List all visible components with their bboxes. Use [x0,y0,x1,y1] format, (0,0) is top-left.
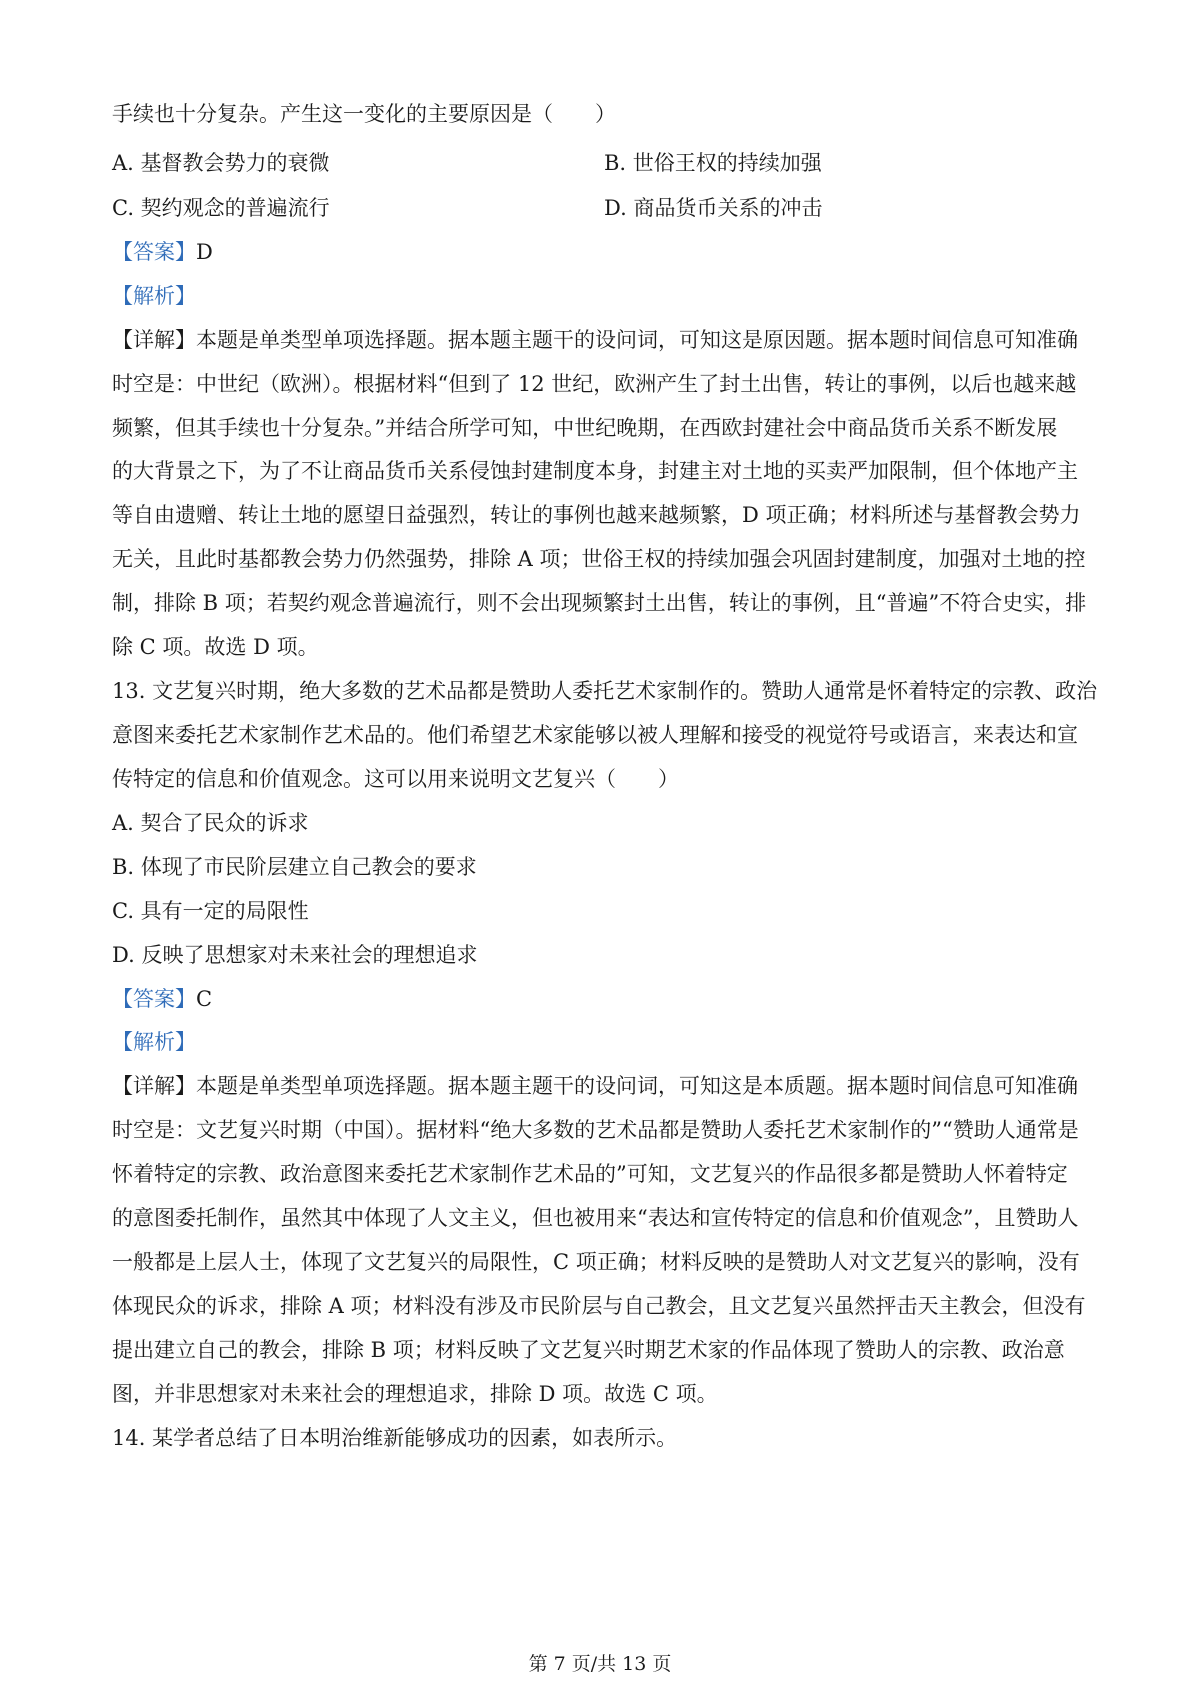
detail-line: 制，排除 B 项；若契约观念普遍流行，则不会出现频繁封土出售，转让的事例，且“普遍”不符合史实，排 [112,591,1087,615]
detail-line: 的大背景之下，为了不让商品货币关系侵蚀封建制度本身，封建主对土地的买卖严加限制，但个体地产主 [112,459,1078,483]
option-c: C. 契约观念的普遍流行 [112,196,330,220]
option-b: B. 体现了市民阶层建立自己教会的要求 [112,855,477,879]
detail-label: 【详解】 [112,1074,196,1098]
question-13-stem: 意图来委托艺术家制作艺术品的。他们希望艺术家能够以被人理解和接受的视觉符号或语言，来表达和宣 [112,723,1078,747]
detail-text: 本题是单类型单项选择题。据本题主题干的设问词，可知这是本质题。据本题时间信息可知准确 [196,1074,1078,1098]
detail-line: 怀着特定的宗教、政治意图来委托艺术家制作艺术品的”可知，文艺复兴的作品很多都是赞助人怀着特定 [112,1162,1068,1186]
answer-value: D [196,240,213,264]
answer-label: 【答案】 [112,987,196,1011]
answer-row [112,237,213,267]
detail-line: 一般都是上层人士，体现了文艺复兴的局限性，C 项正确；材料反映的是赞助人对文艺复兴的影响，没有 [112,1250,1080,1274]
page-footer: 第 7 页/共 13 页 [528,1653,672,1675]
option-d: D. 反映了思想家对未来社会的理想追求 [112,943,478,967]
option-d: D. 商品货币关系的冲击 [604,196,823,220]
detail-line: 时空是：中世纪（欧洲）。根据材料“但到了 12 世纪，欧洲产生了封土出售，转让的事例，以后也越来越 [112,372,1077,396]
question-13-stem: 13. 文艺复兴时期，绝大多数的艺术品都是赞助人委托艺术家制作的。赞助人通常是怀着特定的宗教、政治 [112,679,1098,703]
detail-line [112,1071,1078,1101]
detail-line: 等自由遗赠、转让土地的愿望日益强烈，转让的事例也越来越频繁，D 项正确；材料所述与基督教会势力 [112,503,1081,527]
detail-text: 本题是单类型单项选择题。据本题主题干的设问词，可知这是原因题。据本题时间信息可知准确 [196,328,1078,352]
answer-value: C [196,987,213,1011]
analysis-label: 【解析】 [112,1030,196,1054]
option-b: B. 世俗王权的持续加强 [604,151,822,175]
option-a: A. 基督教会势力的衰微 [112,151,330,175]
question-12-stem: 手续也十分复杂。产生这一变化的主要原因是（ ） [112,102,616,126]
question-13-stem: 传特定的信息和价值观念。这可以用来说明文艺复兴（ ） [112,767,679,791]
question-14-stem: 14. 某学者总结了日本明治维新能够成功的因素，如表所示。 [112,1426,678,1450]
analysis-label: 【解析】 [112,284,196,308]
detail-line: 图，并非思想家对未来社会的理想追求，排除 D 项。故选 C 项。 [112,1382,718,1406]
detail-line: 时空是：文艺复兴时期（中国）。据材料“绝大多数的艺术品都是赞助人委托艺术家制作的”“赞助人通常是 [112,1118,1079,1142]
detail-line: 的意图委托制作，虽然其中体现了人文主义，但也被用来“表达和宣传特定的信息和价值观念”，且赞助人 [112,1206,1079,1230]
detail-line [112,325,1078,355]
detail-line: 除 C 项。故选 D 项。 [112,635,319,659]
answer-label: 【答案】 [112,240,196,264]
detail-line: 无关，且此时基都教会势力仍然强势，排除 A 项；世俗王权的持续加强会巩固封建制度，加强对土地的控 [112,547,1086,571]
detail-line: 体现民众的诉求，排除 A 项；材料没有涉及市民阶层与自己教会，且文艺复兴虽然抨击天主教会，但没有 [112,1294,1086,1318]
option-a: A. 契合了民众的诉求 [112,811,309,835]
answer-row [112,984,212,1014]
detail-line: 频繁，但其手续也十分复杂。”并结合所学可知，中世纪晚期，在西欧封建社会中商品货币关系不断发展 [112,416,1058,440]
option-c: C. 具有一定的局限性 [112,899,309,923]
detail-line: 提出建立自己的教会，排除 B 项；材料反映了文艺复兴时期艺术家的作品体现了赞助人的宗教、政治意 [112,1338,1065,1362]
detail-label: 【详解】 [112,328,196,352]
